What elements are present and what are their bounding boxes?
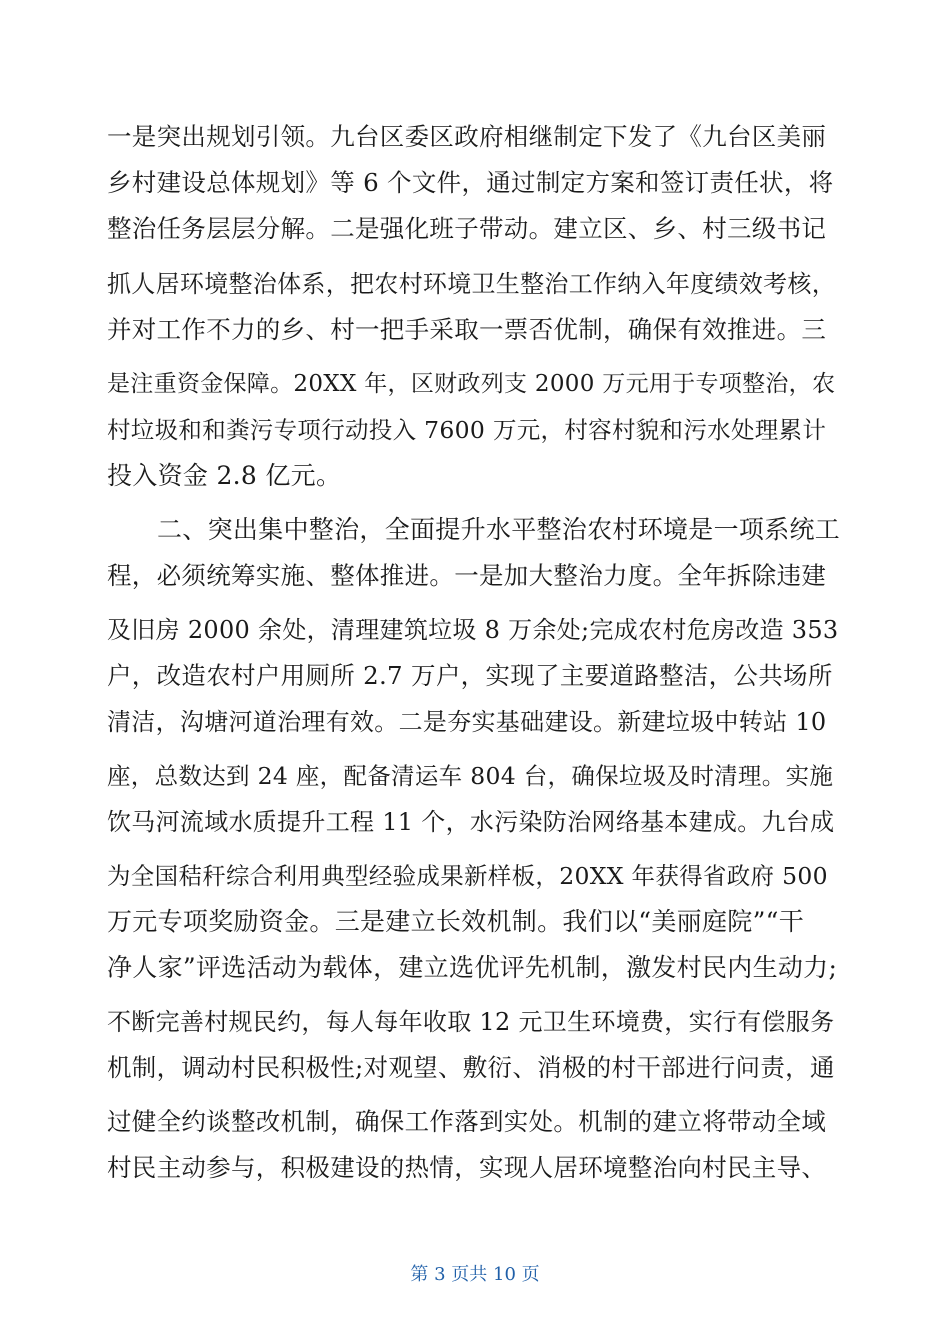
text-line-18: 净人家”评选活动为载体，建立选优评先机制，激发村民内生动力; bbox=[107, 953, 838, 982]
text-line-6: 是注重资金保障。20XX 年，区财政列支 2000 万元用于专项整治，农 bbox=[107, 371, 836, 397]
text-line-15: 饮马河流域水质提升工程 11 个，水污染防治网络基本建成。九台成 bbox=[107, 808, 835, 836]
text-line-7: 村垃圾和和粪污专项行动投入 7600 万元，村容村貌和污水处理累计 bbox=[107, 416, 827, 444]
text-line-9-paragraph-start: 二、突出集中整治，全面提升水平整治农村环境是一项系统工 bbox=[157, 515, 841, 544]
text-line-5: 并对工作不力的乡、村一把手采取一票否优制，确保有效推进。三 bbox=[107, 315, 827, 344]
text-line-19: 不断完善村规民约，每人每年收取 12 元卫生环境费，实行有偿服务 bbox=[107, 1008, 835, 1036]
text-line-22: 村民主动参与，积极建设的热情，实现人居环境整治向村民主导、 bbox=[107, 1153, 827, 1182]
text-line-3: 整治任务层层分解。二是强化班子带动。建立区、乡、村三级书记 bbox=[107, 214, 827, 243]
text-line-17: 万元专项奖励资金。三是建立长效机制。我们以“美丽庭院”“干 bbox=[107, 907, 805, 936]
text-line-12: 户，改造农村户用厕所 2.7 万户，实现了主要道路整洁，公共场所 bbox=[107, 661, 833, 690]
text-line-4: 抓人居环境整治体系，把农村环境卫生整治工作纳入年度绩效考核， bbox=[107, 270, 836, 298]
text-line-16: 为全国秸秆综合利用典型经验成果新样板，20XX 年获得省政府 500 bbox=[107, 862, 828, 890]
text-line-11: 及旧房 2000 余处，清理建筑垃圾 8 万余处;完成农村危房改造 353 bbox=[107, 616, 839, 644]
text-line-1: 一是突出规划引领。九台区委区政府相继制定下发了《九台区美丽 bbox=[107, 122, 827, 151]
text-line-21: 过健全约谈整改机制，确保工作落到实处。机制的建立将带动全域 bbox=[107, 1107, 827, 1136]
text-line-8: 投入资金 2.8 亿元。 bbox=[107, 461, 342, 490]
text-line-14: 座，总数达到 24 座，配备清运车 804 台，确保垃圾及时清理。实施 bbox=[107, 762, 834, 790]
text-line-10: 程，必须统筹实施、整体推进。一是加大整治力度。全年拆除违建 bbox=[107, 561, 827, 590]
text-line-20: 机制，调动村民积极性;对观望、敷衍、消极的村干部进行问责，通 bbox=[107, 1053, 835, 1082]
text-line-2: 乡村建设总体规划》等 6 个文件，通过制定方案和签订责任状，将 bbox=[107, 168, 834, 197]
page-footer: 第 3 页共 10 页 bbox=[410, 1264, 540, 1285]
text-line-13: 清洁，沟塘河道治理有效。二是夯实基础建设。新建垃圾中转站 10 bbox=[107, 708, 827, 736]
